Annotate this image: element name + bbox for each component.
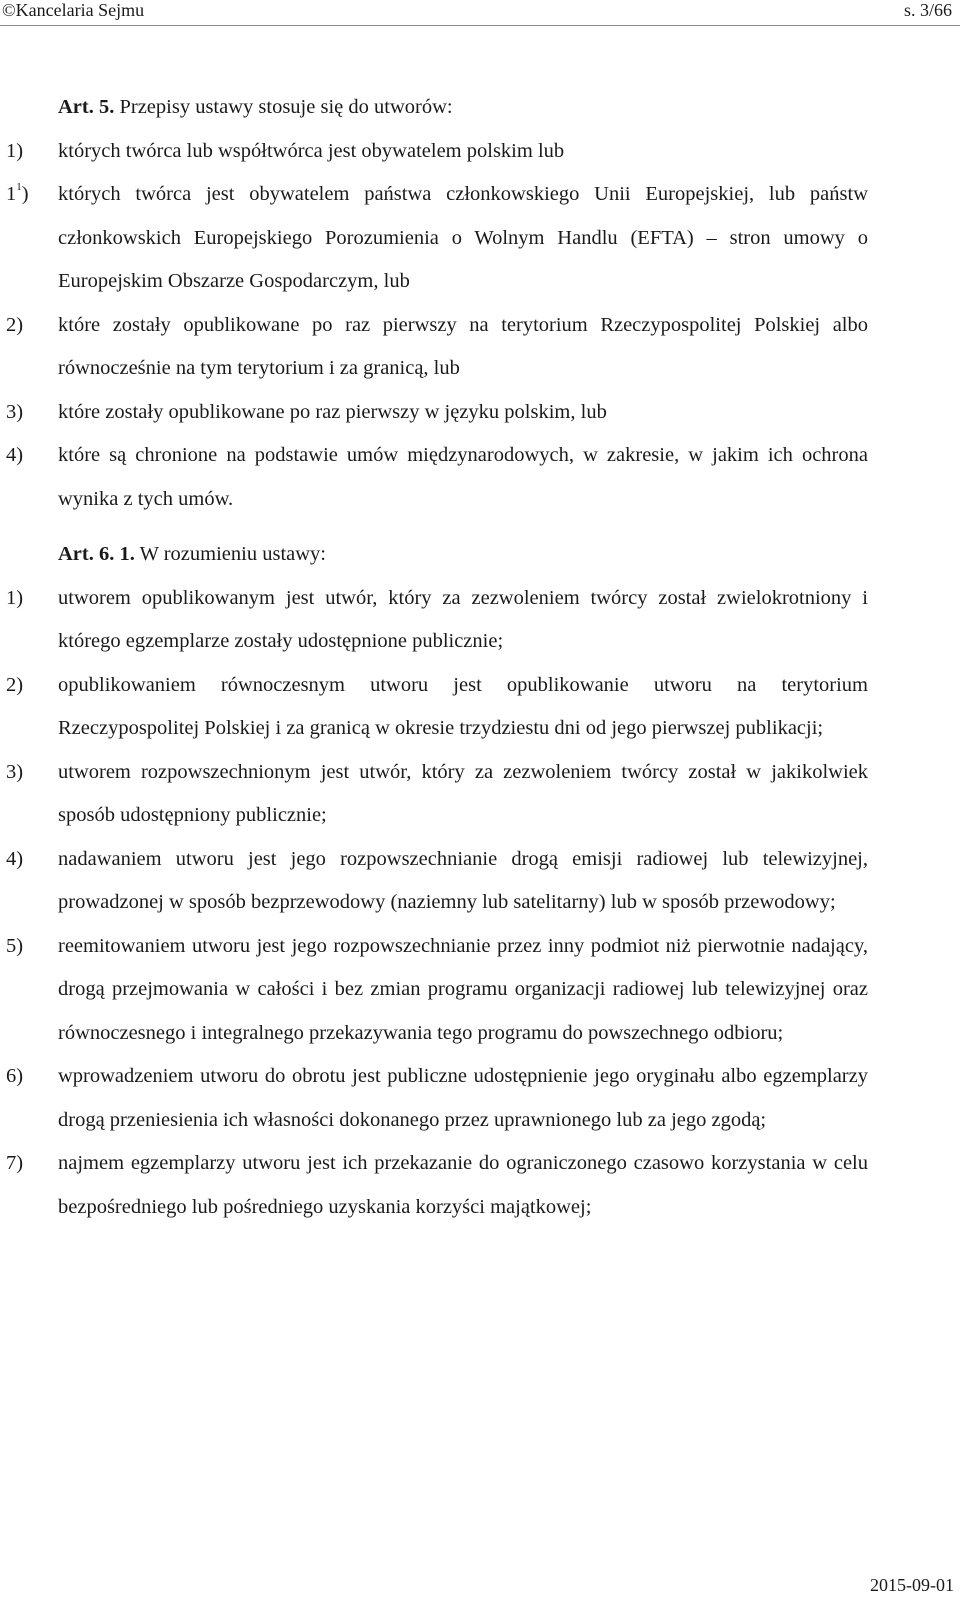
- article-5-heading: [0, 86, 868, 130]
- article-6-point-6: [0, 1055, 868, 1142]
- point-number: 1): [6, 139, 24, 162]
- point-number: 2): [6, 313, 24, 336]
- header-source: ©Kancelaria Sejmu: [2, 0, 145, 20]
- header-divider: [0, 25, 960, 26]
- point-text: wprowadzeniem utworu do obrotu jest publiczne udostępnienie jego oryginału albo egzemplarzy drogą przeniesienia ich własności dokonanego przez uprawnionego lub za jego zgodą;: [58, 1065, 868, 1131]
- article-6-point-4: [0, 838, 868, 925]
- article-5-point-4: [0, 434, 868, 521]
- point-number: 3): [6, 760, 24, 783]
- point-number: 4): [6, 847, 24, 870]
- footer-date: 2015-09-01: [870, 1575, 954, 1595]
- article-6-point-2: [0, 664, 868, 751]
- point-number: $1^1$): [6, 181, 29, 205]
- point-text: nadawaniem utworu jest jego rozpowszechnianie drogą emisji radiowej lub telewizyjnej, prowadzonej w sposób bezprzewodowy (naziemny lub satelitarny) lub w sposób przewodowy;: [58, 847, 868, 913]
- article-6-intro: W rozumieniu ustawy:: [139, 543, 326, 565]
- article-6-label: Art. 6. 1.: [58, 543, 135, 565]
- article-5-point-1: [0, 130, 868, 174]
- point-number: 3): [6, 400, 24, 423]
- article-5-intro: Przepisy ustawy stosuje się do utworów:: [119, 96, 453, 118]
- point-text: które są chronione na podstawie umów międzynarodowych, w zakresie, w jakim ich ochrona wynika z tych umów.: [58, 444, 868, 510]
- point-text: opublikowaniem równoczesnym utworu jest opublikowanie utworu na terytorium Rzeczypospolitej Polskiej i za granicą w okresie trzydziestu dni od jego pierwszej publikacji;: [58, 673, 868, 739]
- article-6-point-5: [0, 925, 868, 1056]
- point-number: 1): [6, 586, 24, 609]
- point-text: utworem rozpowszechnionym jest utwór, który za zezwoleniem twórcy został w jakikolwiek sposób udostępniony publicznie;: [58, 760, 868, 826]
- point-number: 5): [6, 934, 24, 957]
- point-number: 7): [6, 1152, 24, 1174]
- point-text: utworem opublikowanym jest utwór, który za zezwoleniem twórcy został zwielokrotniony i którego egzemplarze zostały udostępnione publicznie;: [58, 586, 868, 652]
- point-text: których twórca lub współtwórca jest obywatelem polskim lub: [58, 139, 565, 162]
- article-5-label: Art. 5.: [58, 96, 115, 118]
- article-5-point-1-1: [0, 173, 868, 304]
- article-6-heading: [0, 533, 868, 577]
- article-5-point-3: [0, 391, 868, 435]
- article-6-point-3: [0, 751, 868, 838]
- document-body: [0, 86, 868, 1229]
- point-text: których twórca jest obywatelem państwa członkowskiego Unii Europejskiej, lub państw członkowskich Europejskiego Porozumienia o Wolnym Handlu (EFTA) – stron umowy o Europejskim Obszarze Gospodarczym, lub: [58, 183, 868, 292]
- point-text: które zostały opublikowane po raz pierwszy w języku polskim, lub: [58, 400, 607, 423]
- article-6-point-1: [0, 577, 868, 664]
- point-text: reemitowaniem utworu jest jego rozpowszechnianie przez inny podmiot niż pierwotnie nadający, drogą przejmowania w całości i bez zmian programu organizacji radiowej lub telewizyjnej oraz równoczesnego i integralnego przekazywania tego programu do powszechnego odbioru;: [58, 934, 868, 1044]
- article-6-point-7: [0, 1142, 868, 1229]
- article-5-point-2: [0, 304, 868, 391]
- point-number: 2): [6, 673, 24, 696]
- point-text: najmem egzemplarzy utworu jest ich przekazanie do ograniczonego czasowo korzystania w celu bezpośredniego lub pośredniego uzyskania korzyści majątkowej;: [58, 1152, 868, 1218]
- point-text: które zostały opublikowane po raz pierwszy na terytorium Rzeczypospolitej Polskiej albo równocześnie na tym terytorium i za granicą, lub: [58, 313, 868, 379]
- header-page-number: s. 3/66: [903, 0, 952, 20]
- point-number: 6): [6, 1065, 24, 1087]
- page-header: [0, 0, 960, 24]
- point-number: 4): [6, 444, 24, 466]
